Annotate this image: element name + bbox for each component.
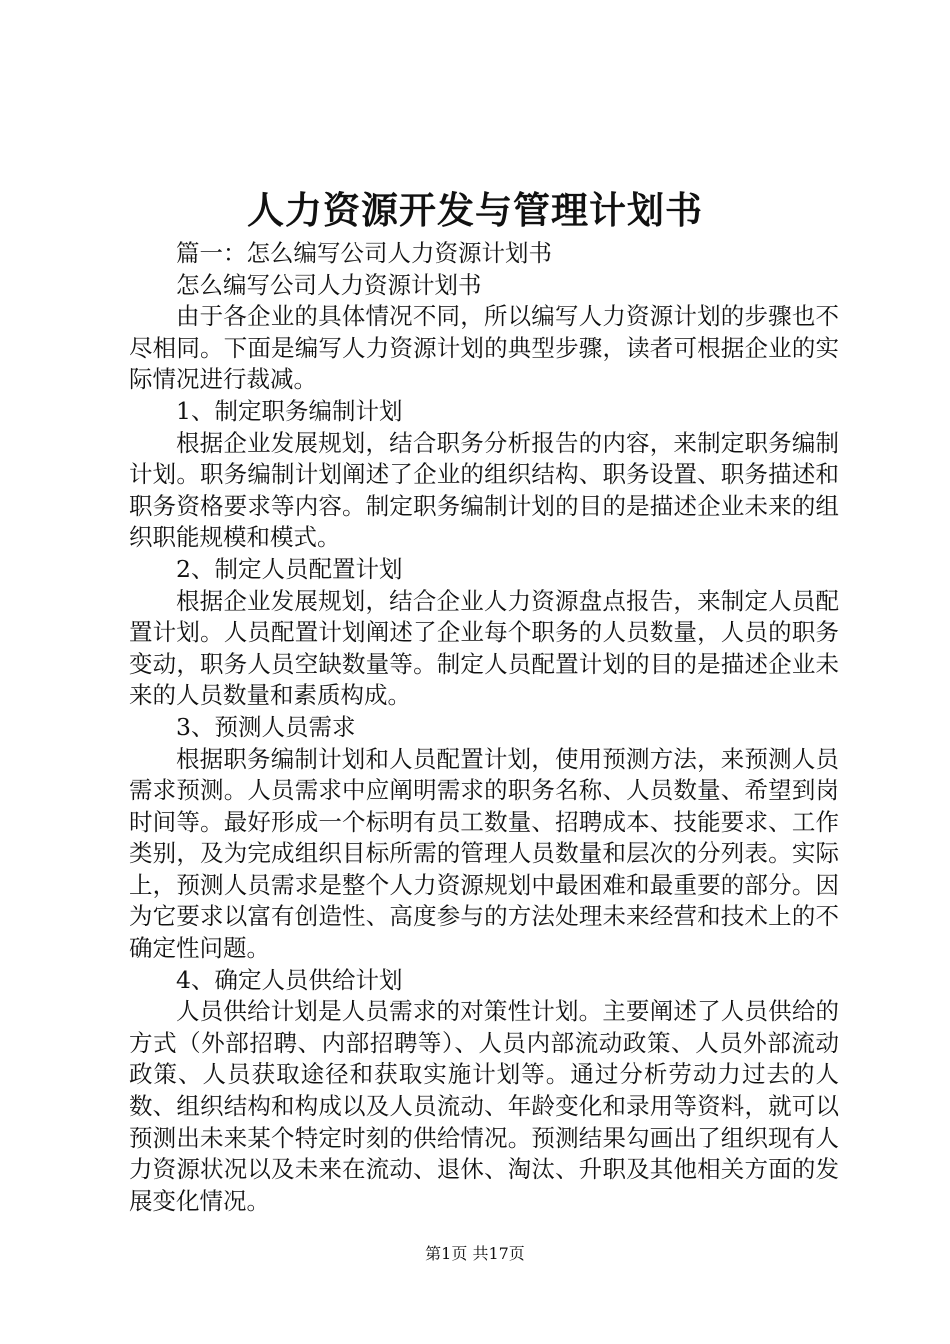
document-title: 人力资源开发与管理计划书: [247, 188, 703, 232]
step-2-heading: 2、制定人员配置计划: [176, 554, 403, 583]
step-4-heading: 4、确定人员供给计划: [176, 965, 403, 994]
step-2-paragraph: 根据企业发展规划，结合企业人力资源盘点报告，来制定人员配置计划。人员配置计划阐述了企业每个职务的人员数量，人员的职务变动，职务人员空缺数量等。制定人员配置计划的目的是描述企业未来的人员数量和素质构成。: [129, 586, 839, 710]
step-4-paragraph: 人员供给计划是人员需求的对策性计划。主要阐述了人员供给的方式（外部招聘、内部招聘等）、人员内部流动政策、人员外部流动政策、人员获取途径和获取实施计划等。通过分析劳动力过去的人数、组织结构和构成以及人员流动、年龄变化和录用等资料，就可以预测出未来某个特定时刻的供给情况。预测结果勾画出了组织现有人力资源状况以及未来在流动、退休、淘汰、升职及其他相关方面的发展变化情况。: [129, 997, 839, 1215]
section-heading: 篇一：怎么编写公司人力资源计划书: [176, 239, 552, 267]
step-3-paragraph: 根据职务编制计划和人员配置计划，使用预测方法，来预测人员需求预测。人员需求中应阐明需求的职务名称、人员数量、希望到岗时间等。最好形成一个标明有员工数量、招聘成本、技能要求、工作类别，及为完成组织目标所需的管理人员数量和层次的分列表。实际上，预测人员需求是整个人力资源规划中最困难和最重要的部分。因为它要求以富有创造性、高度参与的方法处理未来经营和技术上的不确定性问题。: [129, 744, 839, 963]
step-3-heading: 3、预测人员需求: [176, 712, 356, 741]
page-footer: 第1页 共17页: [425, 1244, 525, 1263]
step-1-heading: 1、制定职务编制计划: [176, 396, 403, 425]
document-body: [129, 238, 839, 1217]
intro-paragraph: 由于各企业的具体情况不同，所以编写人力资源计划的步骤也不尽相同。下面是编写人力资源计划的典型步骤，读者可根据企业的实际情况进行裁减。: [129, 302, 839, 394]
step-1-paragraph: 根据企业发展规划，结合职务分析报告的内容，来制定职务编制计划。职务编制计划阐述了企业的组织结构、职务设置、职务描述和职务资格要求等内容。制定职务编制计划的目的是描述企业未来的组织职能规模和模式。: [129, 428, 839, 552]
subtitle: 怎么编写公司人力资源计划书: [176, 270, 482, 299]
